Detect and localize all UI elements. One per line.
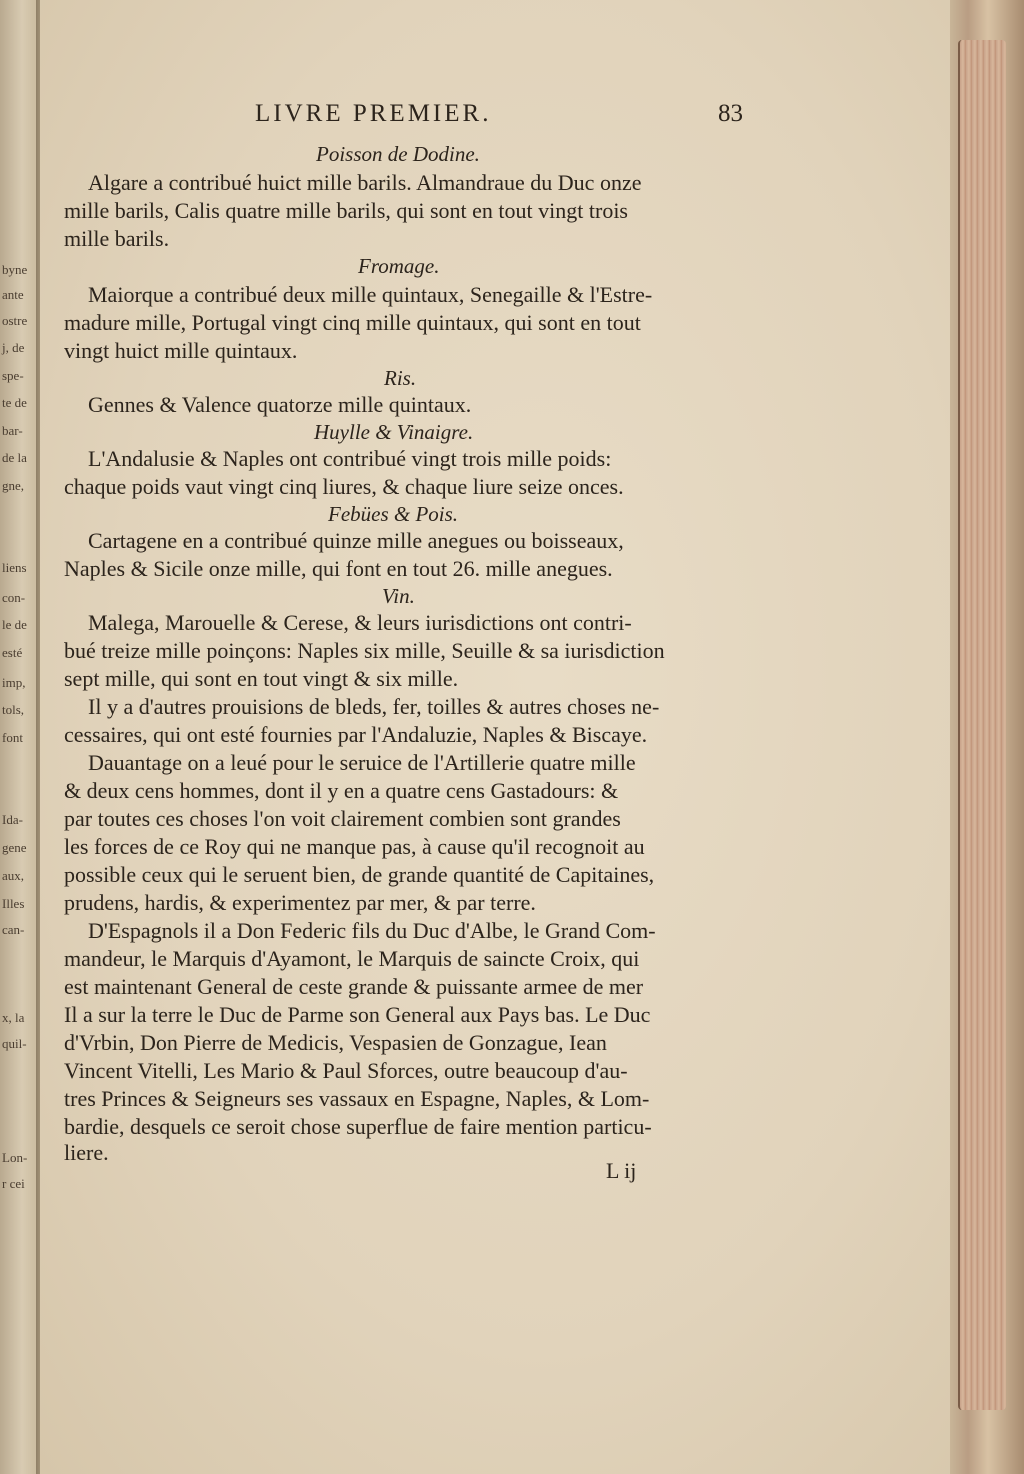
text-line: bué treize mille poinçons: Naples six mille, Seuille & sa iurisdiction xyxy=(64,638,665,663)
text-line: vingt huict mille quintaux. xyxy=(64,338,298,363)
margin-fragment: can- xyxy=(2,922,25,937)
margin-fragment: esté xyxy=(2,645,23,660)
text-line: prudens, hardis, & experimentez par mer, & par terre. xyxy=(64,890,536,915)
margin-fragment: Ida- xyxy=(2,812,23,827)
text-line: mandeur, le Marquis d'Ayamont, le Marquis de saincte Croix, qui xyxy=(64,946,640,971)
text-line: bardie, desquels ce seroit chose superflue de faire mention particu- xyxy=(64,1114,652,1139)
text-line: L'Andalusie & Naples ont contribué vingt trois mille poids: xyxy=(88,446,612,471)
text-line: possible ceux qui le seruent bien, de grande quantité de Capitaines, xyxy=(64,862,655,887)
text-line: Malega, Marouelle & Cerese, & leurs iurisdictions ont contri- xyxy=(88,610,632,635)
text-line: cessaires, qui ont esté fournies par l'Andaluzie, Naples & Biscaye. xyxy=(64,722,648,747)
margin-fragment: byne xyxy=(2,262,28,277)
text-line: Vincent Vitelli, Les Mario & Paul Sforces, outre beaucoup d'au- xyxy=(64,1058,628,1083)
text-line: Il a sur la terre le Duc de Parme son General aux Pays bas. Le Duc xyxy=(64,1002,651,1027)
section-heading: Ris. xyxy=(384,366,417,390)
facing-page-fragment xyxy=(0,0,40,1474)
text-line: Dauantage on a leué pour le seruice de l'Artillerie quatre mille xyxy=(88,750,636,775)
margin-fragment: x, la xyxy=(2,1010,25,1025)
margin-fragment: te de xyxy=(2,395,27,410)
margin-fragment: j, de xyxy=(2,340,25,355)
text-line: liere. xyxy=(64,1140,109,1165)
margin-fragment: tols, xyxy=(2,702,25,717)
text-line: tres Princes & Seigneurs ses vassaux en Espagne, Naples, & Lom- xyxy=(64,1086,650,1111)
margin-fragment: de la xyxy=(2,450,27,465)
signature-mark: L ij xyxy=(606,1158,637,1183)
text-line: par toutes ces choses l'on voit clairement combien sont grandes xyxy=(64,806,621,831)
margin-fragment: quil- xyxy=(2,1036,27,1051)
section-heading: Huylle & Vinaigre. xyxy=(314,420,474,444)
margin-fragment: con- xyxy=(2,590,26,605)
running-head: LIVRE PREMIER. xyxy=(255,100,492,127)
text-line: Il y a d'autres prouisions de bleds, fer, toilles & autres choses ne- xyxy=(88,694,660,719)
text-line: Algare a contribué huict mille barils. Almandraue du Duc onze xyxy=(88,170,642,195)
section-heading: Fromage. xyxy=(358,254,440,278)
margin-fragment: aux, xyxy=(2,868,25,883)
text-line: chaque poids vaut vingt cinq liures, & chaque liure seize onces. xyxy=(64,474,624,499)
margin-fragment: gne, xyxy=(2,478,25,493)
margin-fragment: r cei xyxy=(2,1176,25,1191)
margin-fragment: font xyxy=(2,730,23,745)
margin-fragment: ante xyxy=(2,287,24,302)
page-stack-edge xyxy=(958,40,1006,1410)
text-line: Naples & Sicile onze mille, qui font en tout 26. mille anegues. xyxy=(64,556,613,581)
text-line: D'Espagnols il a Don Federic fils du Duc d'Albe, le Grand Com- xyxy=(88,918,656,943)
section-heading: Vin. xyxy=(382,584,415,608)
text-line: mille barils, Calis quatre mille barils, qui sont en tout vingt trois xyxy=(64,198,628,223)
text-line: est maintenant General de ceste grande & puissante armee de mer xyxy=(64,974,644,999)
margin-fragment: spe- xyxy=(2,368,24,383)
text-line: Cartagene en a contribué quinze mille anegues ou boisseaux, xyxy=(88,528,624,553)
text-line: mille barils. xyxy=(64,226,170,251)
book-fore-edge xyxy=(944,0,1024,1474)
text-line: d'Vrbin, Don Pierre de Medicis, Vespasien de Gonzague, Iean xyxy=(64,1030,607,1055)
text-line: Maiorque a contribué deux mille quintaux, Senegaille & l'Estre- xyxy=(88,282,653,307)
margin-fragment: le de xyxy=(2,617,27,632)
margin-fragment: liens xyxy=(2,560,27,575)
page-number: 83 xyxy=(718,100,743,127)
margin-fragment: ostre xyxy=(2,313,28,328)
section-heading: Febües & Pois. xyxy=(328,502,459,526)
text-line: & deux cens hommes, dont il y en a quatre cens Gastadours: & xyxy=(64,778,619,803)
section-heading: Poisson de Dodine. xyxy=(316,142,480,166)
text-line: madure mille, Portugal vingt cinq mille quintaux, qui sont en tout xyxy=(64,310,641,335)
margin-fragment: imp, xyxy=(2,675,26,690)
margin-fragment: Illes xyxy=(2,896,25,911)
text-line: Gennes & Valence quatorze mille quintaux. xyxy=(88,392,472,417)
margin-fragment: bar- xyxy=(2,423,23,438)
text-line: les forces de ce Roy qui ne manque pas, à cause qu'il recognoit au xyxy=(64,834,645,859)
book-page xyxy=(40,0,950,1474)
margin-fragment: Lon- xyxy=(2,1150,28,1165)
margin-fragment: gene xyxy=(2,840,27,855)
text-line: sept mille, qui sont en tout vingt & six mille. xyxy=(64,666,459,691)
